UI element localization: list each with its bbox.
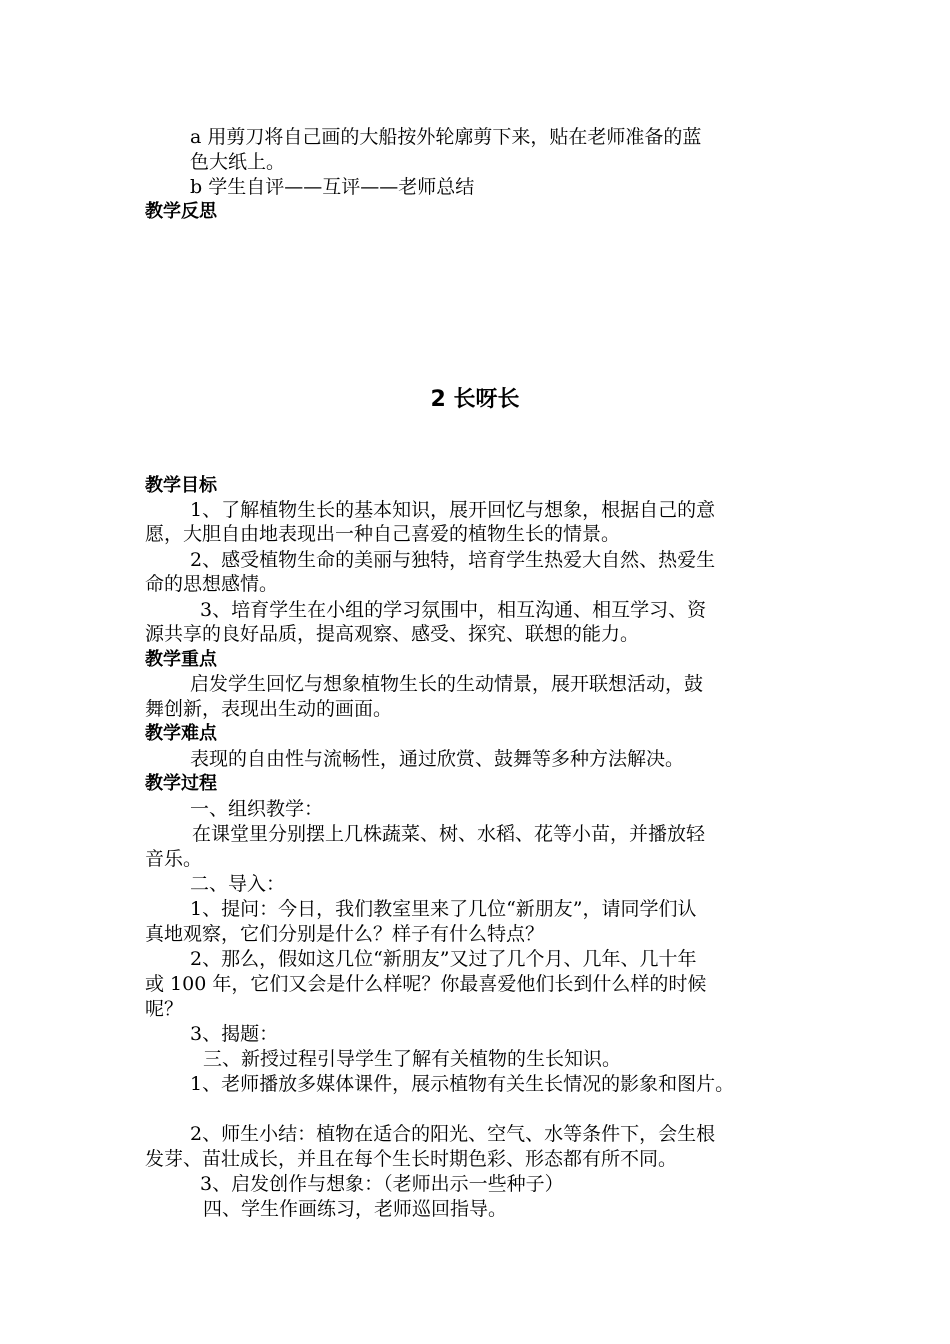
process-line: 在课堂里分别摆上几株蔬菜、树、水稻、花等小苗，并播放轻 bbox=[192, 823, 706, 845]
process-line: 四、学生作画练习，老师巡回指导。 bbox=[203, 1198, 508, 1220]
difficulty-line: 表现的自由性与流畅性，通过欣赏、鼓舞等多种方法解决。 bbox=[190, 748, 685, 770]
process-line: 1、老师播放多媒体课件，展示植物有关生长情况的影象和图片。 bbox=[190, 1073, 735, 1095]
objective-line: 命的思想感情。 bbox=[145, 573, 279, 595]
process-line: 二、导入： bbox=[190, 873, 286, 895]
process-line: 呢？ bbox=[145, 998, 184, 1020]
objective-line: 源共享的良好品质，提高观察、感受、探究、联想的能力。 bbox=[145, 623, 640, 645]
key-point-line: 舞创新，表现出生动的画面。 bbox=[145, 698, 393, 720]
key-point-line: 启发学生回忆与想象植物生长的生动情景，展开联想活动，鼓 bbox=[190, 673, 704, 695]
process-line: 一、组织教学： bbox=[190, 798, 324, 820]
lesson-title: 2 长呀长 bbox=[430, 387, 520, 412]
process-line: 2、师生小结：植物在适合的阳光、空气、水等条件下，会生根 bbox=[190, 1123, 716, 1145]
process-line: 发芽、苗壮成长，并且在每个生长时期色彩、形态都有所不同。 bbox=[145, 1148, 678, 1170]
process-line: 3、启发创作与想象：（老师出示一些种子） bbox=[200, 1173, 564, 1195]
key-points-heading: 教学重点 bbox=[145, 649, 217, 670]
process-line: 或 100 年，它们又会是什么样呢？你最喜爱他们长到什么样的时候 bbox=[145, 973, 707, 995]
process-line: 2、那么，假如这几位“新朋友”又过了几个月、几年、几十年 bbox=[190, 948, 697, 970]
process-line: 真地观察，它们分别是什么？样子有什么特点？ bbox=[145, 923, 545, 945]
process-line: 1、提问：今日，我们教室里来了几位“新朋友”，请同学们认 bbox=[190, 898, 697, 920]
activity-line-b: b 学生自评——互评——老师总结 bbox=[190, 176, 475, 198]
objective-line: 1、了解植物生长的基本知识，展开回忆与想象，根据自己的意 bbox=[190, 499, 716, 521]
difficulties-heading: 教学难点 bbox=[145, 723, 217, 744]
process-line: 三、新授过程引导学生了解有关植物的生长知识。 bbox=[203, 1048, 622, 1070]
process-line: 3、揭题： bbox=[190, 1023, 279, 1045]
reflection-heading: 教学反思 bbox=[145, 201, 217, 222]
objective-line: 2、感受植物生命的美丽与独特，培育学生热爱大自然、热爱生 bbox=[190, 549, 716, 571]
objective-line: 愿，大胆自由地表现出一种自己喜爱的植物生长的情景。 bbox=[145, 523, 621, 545]
process-line: 音乐。 bbox=[145, 848, 203, 870]
objective-line: 3、培育学生在小组的学习氛围中，相互沟通、相互学习、资 bbox=[200, 599, 707, 621]
process-heading: 教学过程 bbox=[145, 773, 217, 794]
activity-line-a: a 用剪刀将自己画的大船按外轮廓剪下来，贴在老师准备的蓝 bbox=[190, 126, 702, 148]
objectives-heading: 教学目标 bbox=[145, 475, 217, 496]
activity-line-a-cont: 色大纸上。 bbox=[190, 151, 286, 173]
